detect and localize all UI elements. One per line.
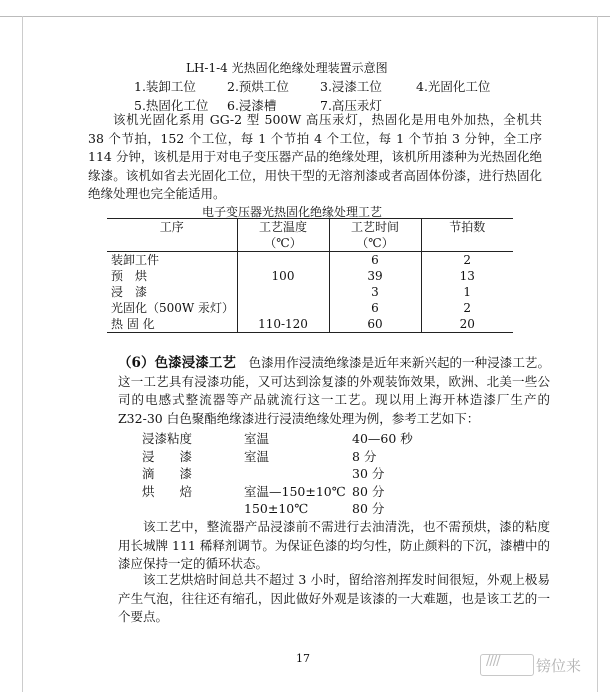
section-heading: （6）色漆浸漆工艺 [118, 355, 236, 371]
legend-item: 3.浸漆工位 [320, 79, 382, 94]
param-label: 烘 焙 [142, 484, 193, 499]
unit-temp: （℃） [237, 235, 329, 252]
section-intro: 色漆用作浸渍绝缘漆是近年来新兴起的一种浸漆工艺。这一工艺具有浸漆功能，又可达到涂复漆的外观装饰效果，欧洲、北美一些公司的电感式整流器等产品就流行这一工艺。现以用上海开林造漆厂生产的 Z32-30 白色聚酯绝缘漆进行浸渍绝缘处理为例，参考工艺如下： [118, 355, 550, 426]
table-row [107, 252, 513, 269]
table-row [107, 300, 513, 316]
param-value: 40—60 秒 [352, 431, 413, 446]
watermark-text: 镑位来 [536, 657, 582, 675]
cell-beats: 2 [421, 252, 513, 269]
table-header-row [107, 219, 513, 236]
cell-temp [237, 252, 329, 269]
header-step: 工序 [107, 219, 237, 236]
cell-step: 预 烘 [111, 269, 148, 283]
header-beats: 节拍数 [421, 219, 513, 236]
legend-item: 6.浸漆槽 [227, 98, 277, 113]
legend-item: 5.热固化工位 [134, 98, 209, 113]
unit-step [107, 235, 237, 252]
cell-temp: 110-120 [237, 316, 329, 333]
param-value: 80 分 [352, 484, 385, 499]
cell-beats: 20 [421, 316, 513, 333]
legend-item: 4.光固化工位 [416, 79, 491, 94]
table-row [107, 268, 513, 284]
figure-caption: LH-1-4 光热固化绝缘处理装置示意图 [186, 61, 388, 75]
section-6-block [118, 354, 550, 428]
cell-step: 装卸工件 [111, 253, 160, 267]
unit-beats [421, 235, 513, 252]
param-condition: 室温 [244, 449, 270, 464]
cell-time: 6 [329, 300, 421, 316]
legend-item: 7.高压汞灯 [320, 98, 382, 113]
param-label: 浸 漆 [142, 449, 193, 464]
table-row [107, 316, 513, 333]
param-value: 8 分 [352, 449, 377, 464]
watermark-slashes: //// [486, 654, 500, 669]
page-frame-left [22, 16, 23, 692]
param-label: 滴 漆 [142, 466, 193, 481]
page-frame-top [0, 16, 610, 17]
process-table [107, 218, 513, 333]
table-row [107, 284, 513, 300]
table-unit-row [107, 235, 513, 252]
cell-beats: 1 [421, 284, 513, 300]
cell-beats: 13 [421, 268, 513, 284]
cell-beats: 2 [421, 300, 513, 316]
cell-temp [237, 284, 329, 300]
cell-time: 6 [329, 252, 421, 269]
cell-temp: 100 [237, 268, 329, 284]
body-paragraph: 该机光固化系用 GG-2 型 500W 高压汞灯，热固化是用电外加热，全机共 38 个节拍，152 个工位，每 1 个节拍 4 个工位，每 1 个节拍 3 分钟，全工序 114 分钟，该机是用于对电子变压器产品的绝缘处理，该机所用漆种为光热固化绝缘漆。该机如省去光固化工位，用快干型的无溶剂漆或者高固体份漆，进行热固化绝缘处理也完全能适用。 [88, 112, 542, 201]
table-title: 电子变压器光热固化绝缘处理工艺 [202, 205, 383, 219]
header-temp: 工艺温度 [237, 219, 329, 236]
page-number: 17 [296, 652, 310, 665]
legend-item: 1.装卸工位 [134, 79, 196, 94]
cell-step: 光固化（500W 汞灯） [111, 301, 235, 315]
param-condition: 室温—150±10℃ [244, 484, 346, 499]
param-value: 30 分 [352, 466, 385, 481]
param-condition: 150±10℃ [244, 501, 309, 516]
param-condition: 室温 [244, 431, 270, 446]
page-frame-right [597, 16, 598, 692]
legend-item: 2.预烘工位 [227, 79, 289, 94]
cell-time: 60 [329, 316, 421, 333]
cell-step: 浸 漆 [111, 285, 148, 299]
cell-time: 3 [329, 284, 421, 300]
watermark-logo [480, 652, 596, 678]
body-paragraph: 该工艺中，整流器产品浸漆前不需进行去油清洗，也不需预烘，漆的粘度用长城牌 111 稀释剂调节。为保证色漆的均匀性，防止颜料的下沉，漆槽中的漆应保持一定的循环状态。 [118, 519, 550, 571]
cell-temp [237, 300, 329, 316]
body-paragraph: 该工艺烘焙时间总共不超过 3 小时，留给溶剂挥发时间很短，外观上极易产生气泡，往往还有缩孔，因此做好外观是该漆的一大难题，也是该工艺的一个要点。 [118, 572, 550, 624]
cell-step: 热 固 化 [107, 316, 237, 333]
param-label: 浸漆粘度 [142, 431, 193, 446]
cell-time: 39 [329, 268, 421, 284]
unit-time: （℃） [329, 235, 421, 252]
param-value: 80 分 [352, 501, 385, 516]
header-time: 工艺时间 [329, 219, 421, 236]
